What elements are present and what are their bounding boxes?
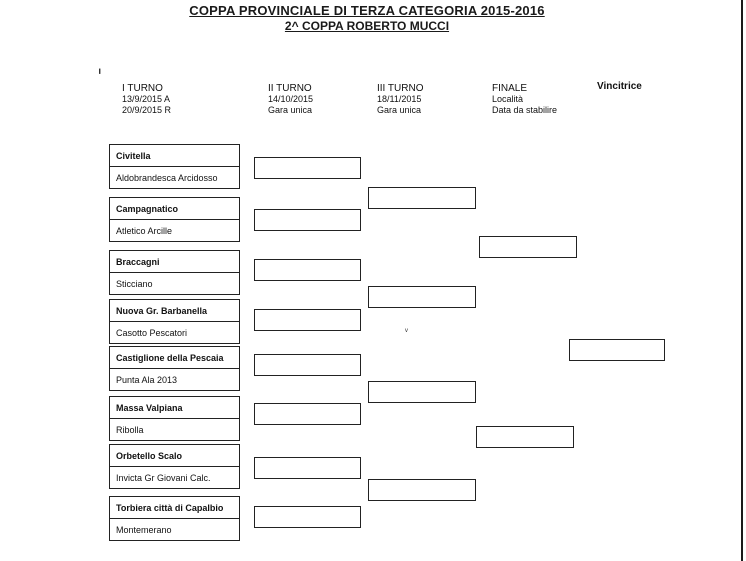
winner-column-header: Vincitrice <box>597 81 642 92</box>
column-header-final <box>492 83 557 116</box>
away-team: Punta Ala 2013 <box>116 375 178 385</box>
round2-slot <box>254 309 361 331</box>
column-date: 14/10/2015 <box>268 94 314 104</box>
away-team: Montemerano <box>116 525 172 535</box>
round2-slot <box>254 209 361 231</box>
round3-slot <box>368 187 476 209</box>
column-title: II TURNO <box>268 83 312 94</box>
match-box <box>109 197 240 242</box>
home-team: Massa Valpiana <box>110 397 239 419</box>
column-location: Località <box>492 94 524 104</box>
scan-mark: ╹ <box>97 69 103 79</box>
away-team: Sticciano <box>116 279 153 289</box>
away-team: Aldobrandesca Arcidosso <box>116 173 218 183</box>
page-edge <box>741 0 743 561</box>
home-team: Braccagni <box>110 251 239 273</box>
column-format: Gara unica <box>377 105 422 115</box>
column-title: I TURNO <box>122 83 163 94</box>
round3-slot <box>368 286 476 308</box>
away-team: Casotto Pescatori <box>116 328 188 338</box>
match-box <box>109 496 240 541</box>
winner-slot <box>569 339 665 361</box>
column-format: Gara unica <box>268 105 313 115</box>
home-team: Castiglione della Pescaia <box>110 347 239 369</box>
column-header-round1 <box>122 83 171 116</box>
home-team: Nuova Gr. Barbanella <box>110 300 239 322</box>
column-date-first-leg: 13/9/2015 A <box>122 94 171 104</box>
round2-slot <box>254 457 361 479</box>
match-box <box>109 144 240 189</box>
home-team: Torbiera città di Capalbio <box>110 497 239 519</box>
round2-slot <box>254 354 361 376</box>
round2-slot <box>254 403 361 425</box>
column-header-round2 <box>268 83 313 116</box>
final-slot <box>476 426 574 448</box>
column-date: 18/11/2015 <box>377 94 422 104</box>
column-title: III TURNO <box>377 83 424 94</box>
final-slot <box>479 236 577 258</box>
round3-slot <box>368 381 476 403</box>
match-box <box>109 250 240 295</box>
column-date: Data da stabilire <box>492 105 558 115</box>
match-box <box>109 299 240 344</box>
away-team: Ribolla <box>116 425 144 435</box>
home-team: Civitella <box>110 145 239 167</box>
away-team: Invicta Gr Giovani Calc. <box>116 473 211 483</box>
away-team: Atletico Arcille <box>116 226 173 236</box>
match-box <box>109 396 240 441</box>
match-box <box>109 346 240 391</box>
column-header-round3 <box>377 83 423 116</box>
round2-slot <box>254 259 361 281</box>
page-title: COPPA PROVINCIALE DI TERZA CATEGORIA 2015-2016 <box>189 3 545 18</box>
home-team: Campagnatico <box>110 198 239 220</box>
scan-mark: ᵛ <box>405 326 408 336</box>
match-box <box>109 444 240 489</box>
round2-slot <box>254 157 361 179</box>
column-title: FINALE <box>492 83 528 94</box>
home-team: Orbetello Scalo <box>110 445 239 467</box>
page-subtitle: 2^ COPPA ROBERTO MUCCI <box>284 19 450 33</box>
round3-slot <box>368 479 476 501</box>
column-date-return-leg: 20/9/2015 R <box>122 105 172 115</box>
round2-slot <box>254 506 361 528</box>
